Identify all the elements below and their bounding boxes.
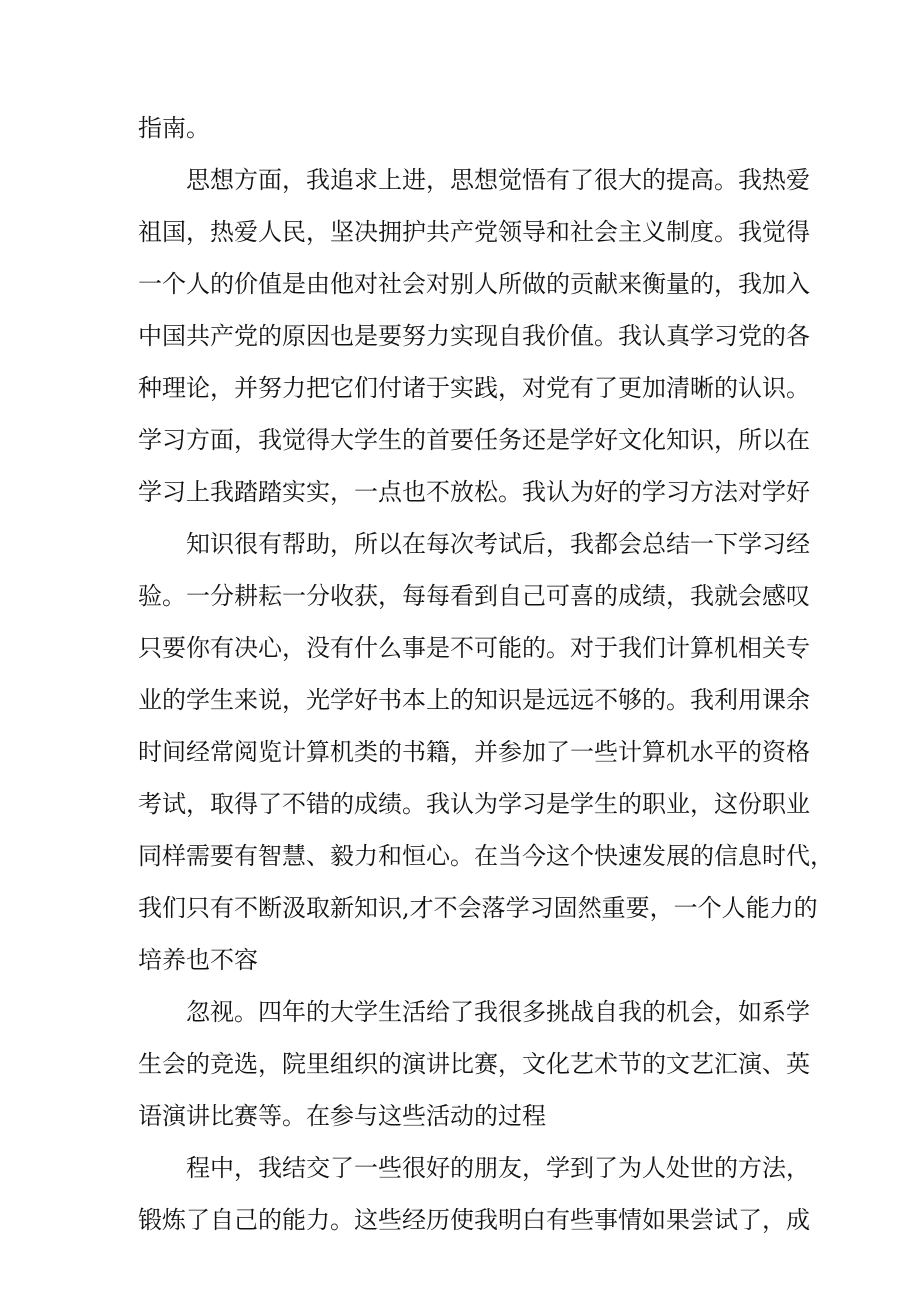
text-line: 指南。 xyxy=(138,114,210,142)
text-line: 只要你有决心，没有什么事是不可能的。对于我们计算机相关专 xyxy=(138,634,810,662)
text-line: 考试，取得了不错的成绩。我认为学习是学生的职业，这份职业 xyxy=(138,790,810,818)
text-line: 培养也不容 xyxy=(138,946,258,974)
text-line: 生会的竞选，院里组织的演讲比赛，文化艺术节的文艺汇演、英 xyxy=(138,1050,810,1078)
text-line: 我们只有不断汲取新知识,才不会落学习固然重要，一个人能力的 xyxy=(138,894,818,922)
text-line: 种理论，并努力把它们付诸于实践，对党有了更加清晰的认识。 xyxy=(138,374,810,402)
text-line: 学习上我踏踏实实，一点也不放松。我认为好的学习方法对学好 xyxy=(138,478,810,506)
text-line: 学习方面，我觉得大学生的首要任务还是学好文化知识，所以在 xyxy=(138,426,810,454)
text-line: 知识很有帮助，所以在每次考试后，我都会总结一下学习经 xyxy=(186,530,810,558)
text-line: 时间经常阅览计算机类的书籍，并参加了一些计算机水平的资格 xyxy=(138,738,810,766)
text-line: 验。一分耕耘一分收获，每每看到自己可喜的成绩，我就会感叹 xyxy=(138,582,810,610)
text-line: 祖国，热爱人民，坚决拥护共产党领导和社会主义制度。我觉得 xyxy=(138,218,810,246)
text-line: 中国共产党的原因也是要努力实现自我价值。我认真学习党的各 xyxy=(138,322,810,350)
text-line: 一个人的价值是由他对社会对别人所做的贡献来衡量的，我加入 xyxy=(138,270,810,298)
text-line: 语演讲比赛等。在参与这些活动的过程 xyxy=(138,1102,546,1130)
text-line: 锻炼了自己的能力。这些经历使我明白有些事情如果尝试了，成 xyxy=(138,1206,810,1234)
text-line: 忽视。四年的大学生活给了我很多挑战自我的机会，如系学 xyxy=(186,998,810,1026)
text-line: 思想方面，我追求上进，思想觉悟有了很大的提高。我热爱 xyxy=(186,166,810,194)
text-line: 业的学生来说，光学好书本上的知识是远远不够的。我利用课余 xyxy=(138,686,810,714)
text-line: 同样需要有智慧、毅力和恒心。在当今这个快速发展的信息时代， xyxy=(138,842,834,870)
text-line: 程中，我结交了一些很好的朋友，学到了为人处世的方法， xyxy=(186,1154,810,1182)
